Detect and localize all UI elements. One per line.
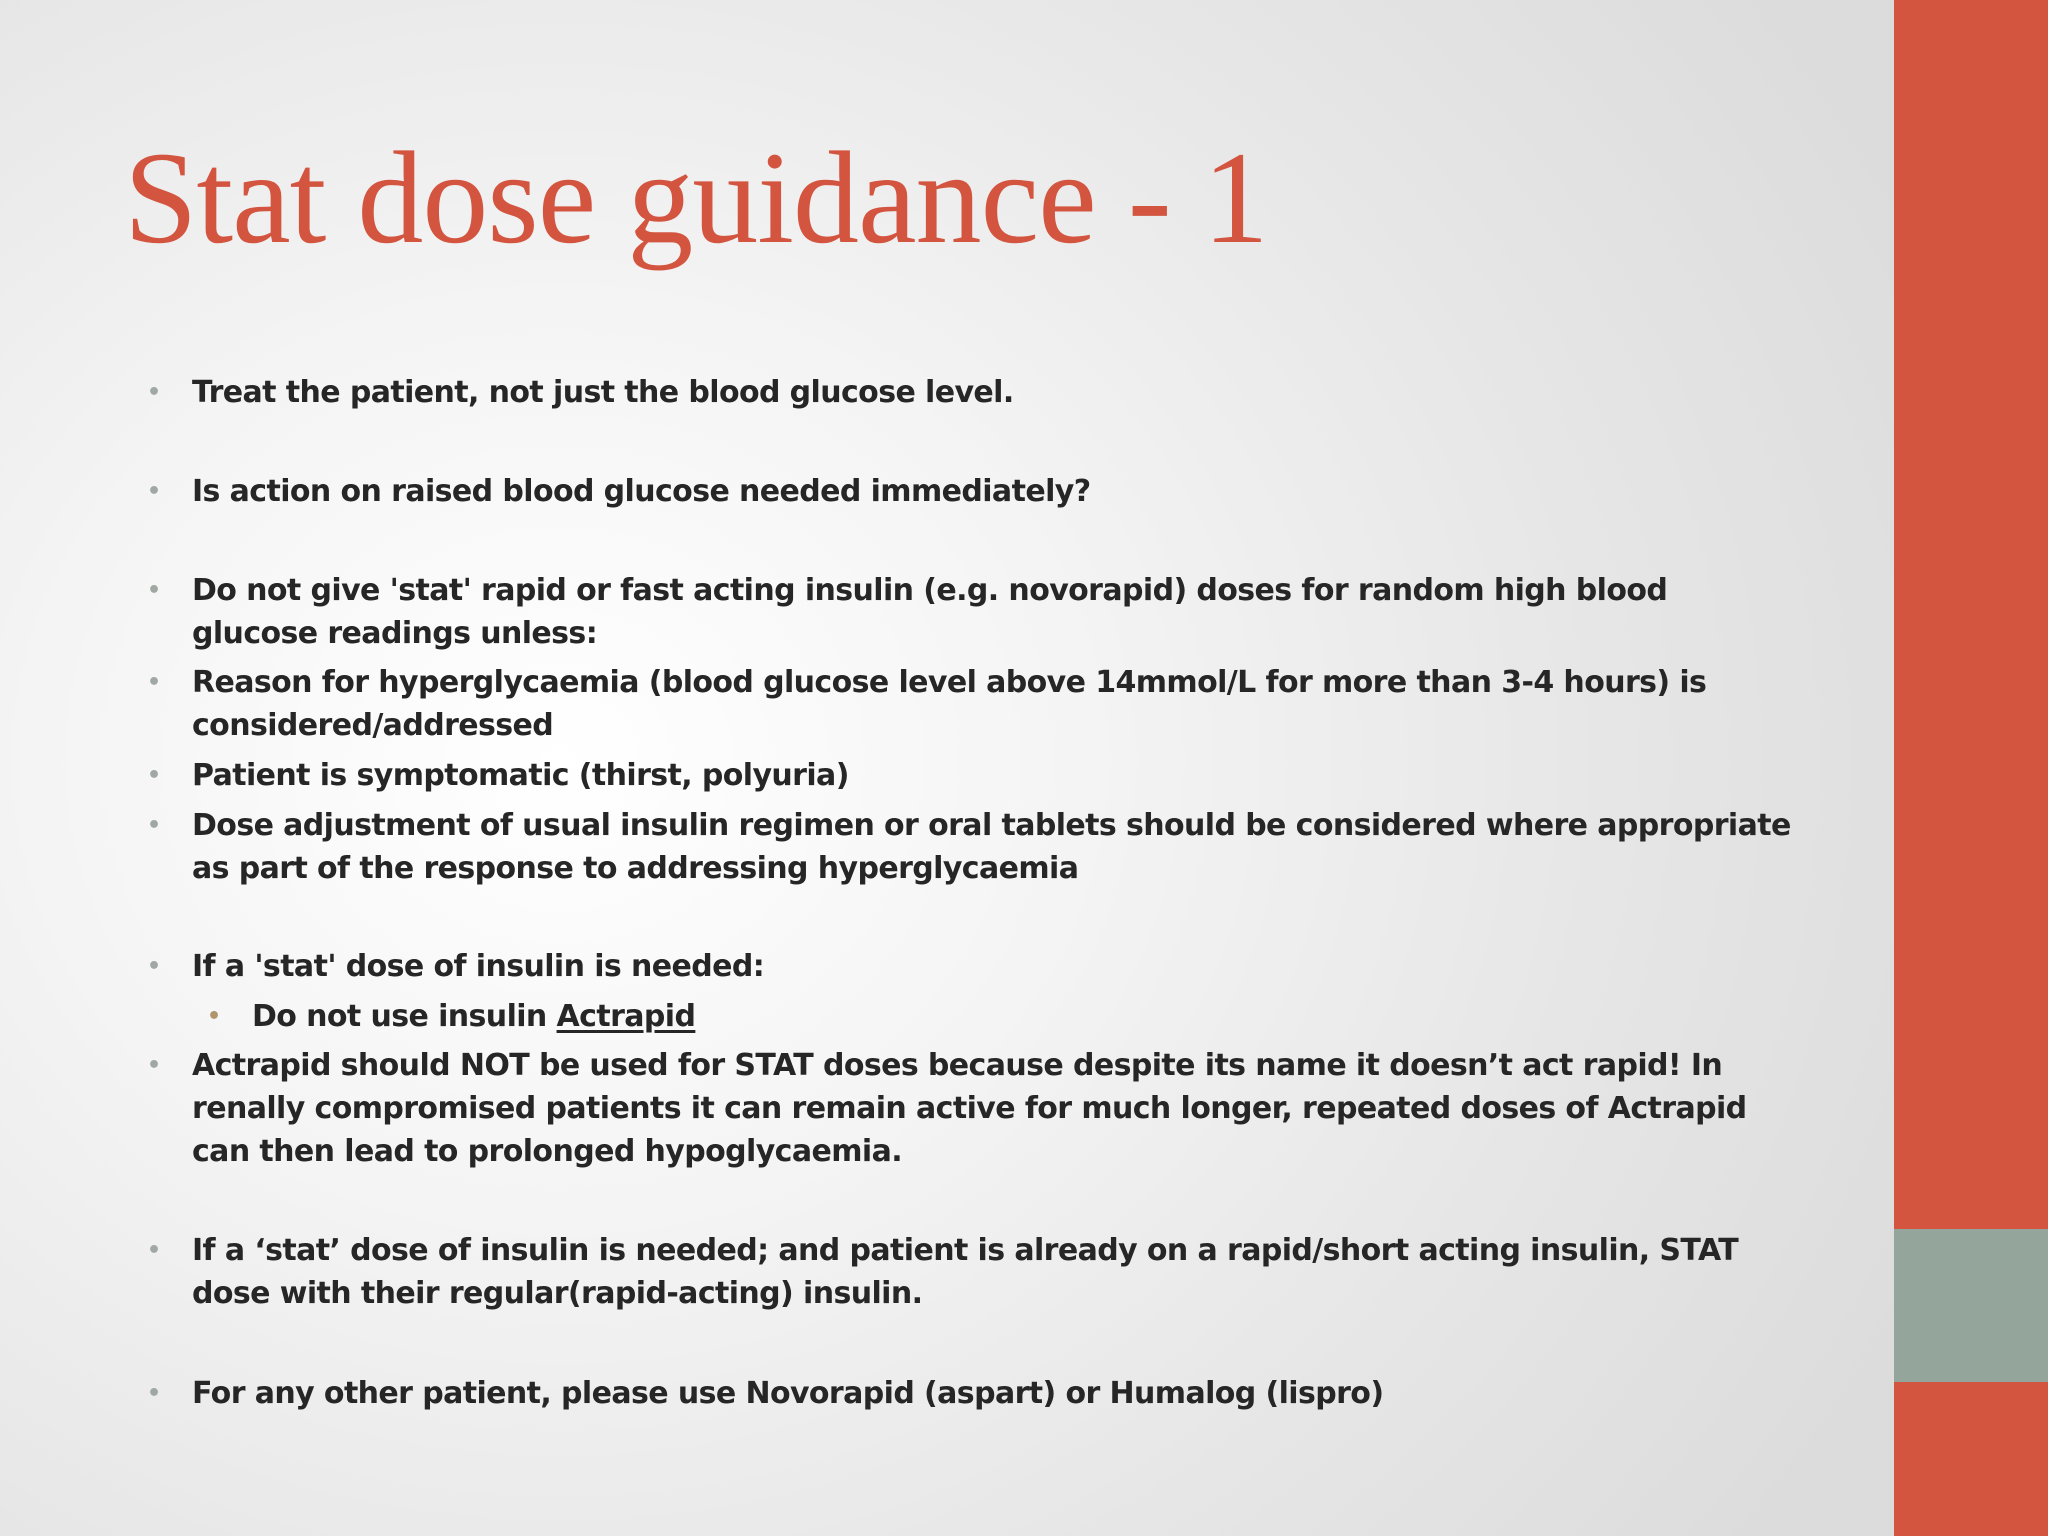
bullet-item <box>147 754 1792 797</box>
bullet-dot-icon: • <box>147 763 161 788</box>
bullet-text: Do not use insulin <box>252 999 557 1034</box>
bullet-dot-icon: • <box>147 479 161 504</box>
bullet-dot-icon: • <box>147 1053 161 1078</box>
bullet-text: Do not give 'stat' rapid or fast acting insulin (e.g. novorapid) doses for random high blood glucose readings unless: <box>192 573 1668 651</box>
accent-bar-top <box>1894 0 2048 1229</box>
bullet-item <box>147 804 1792 890</box>
sub-bullet-item <box>207 995 1852 1038</box>
bullet-text: Dose adjustment of usual insulin regimen or oral tablets should be considered where appropriate as part of the response to addressing hyperglycaemia <box>192 808 1791 886</box>
sub-bullet-dot-icon: • <box>207 1004 221 1029</box>
bullet-item <box>147 1229 1792 1315</box>
bullet-dot-icon: • <box>147 380 161 405</box>
bullet-dot-icon: • <box>147 813 161 838</box>
bullet-text: If a 'stat' dose of insulin is needed: <box>192 949 765 984</box>
bullet-dot-icon: • <box>147 578 161 603</box>
bullet-text: If a ‘stat’ dose of insulin is needed; and patient is already on a rapid/short acting insulin, STAT dose with their regular(rapid-acting) insulin. <box>192 1233 1739 1311</box>
bullet-item <box>147 1044 1792 1173</box>
bullet-item <box>147 470 1792 513</box>
bullet-text: Is action on raised blood glucose needed immediately? <box>192 474 1091 509</box>
bullet-text: Patient is symptomatic (thirst, polyuria) <box>192 758 849 793</box>
slide-title: Stat dose guidance - 1 <box>124 124 1268 271</box>
bullet-dot-icon: • <box>147 954 161 979</box>
bullet-text: Treat the patient, not just the blood glucose level. <box>192 375 1014 410</box>
bullet-dot-icon: • <box>147 1238 161 1263</box>
bullet-text: Reason for hyperglycaemia (blood glucose level above 14mmol/L for more than 3-4 hours) is considered/addressed <box>192 665 1707 743</box>
bullet-item <box>147 569 1792 655</box>
accent-bar-bottom <box>1894 1382 2048 1536</box>
accent-bar-middle <box>1894 1229 2048 1382</box>
actrapid-link[interactable]: Actrapid <box>556 999 696 1034</box>
bullet-item <box>147 661 1792 747</box>
bullet-text: For any other patient, please use Novorapid (aspart) or Humalog (lispro) <box>192 1376 1384 1411</box>
bullet-dot-icon: • <box>147 1381 161 1406</box>
bullet-dot-icon: • <box>147 670 161 695</box>
bullet-item <box>147 1372 1792 1415</box>
bullet-item <box>147 945 1792 988</box>
bullet-text: Actrapid should NOT be used for STAT doses because despite its name it doesn’t act rapid! In renally compromised patients it can remain active for much longer, repeated doses of Actrapid can then lead to prolonged hypoglycaemia. <box>192 1048 1747 1169</box>
bullet-item <box>147 371 1792 414</box>
